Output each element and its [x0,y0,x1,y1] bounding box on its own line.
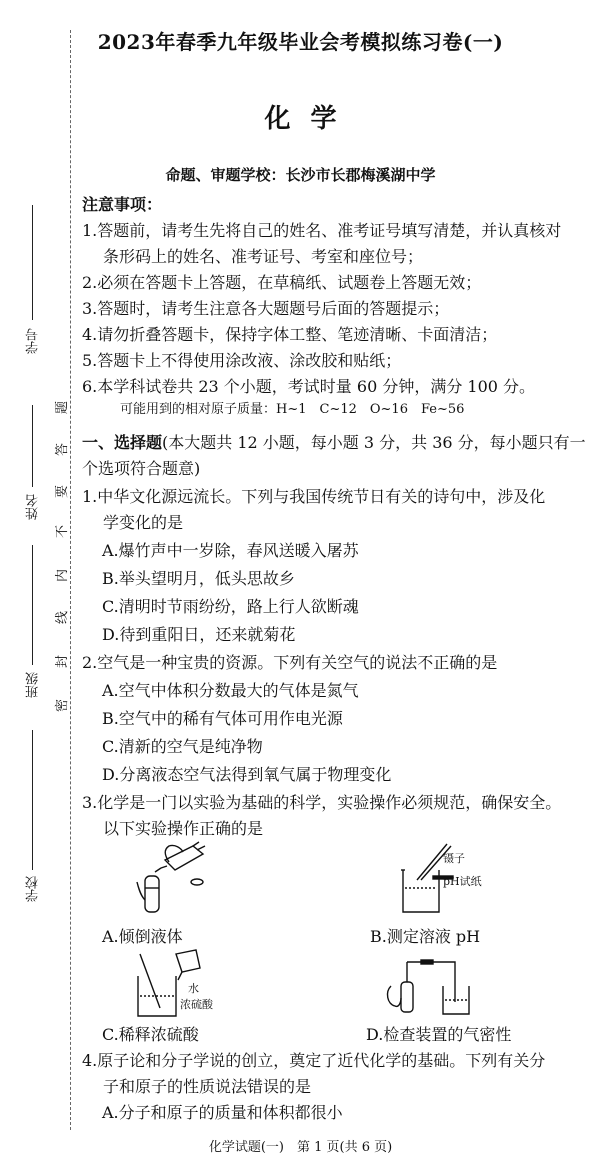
question-4-option-a: A.分子和原子的质量和体积都很小 [102,1103,343,1122]
seal-char: 封 [55,654,71,669]
question-3-stem-cont: 以下实验操作正确的是 [103,819,264,838]
note-line: 1.答题前，请考生先将自己的姓名、准考证号填写清楚，并认真核对 [82,221,562,240]
question-2-option-d: D.分离液态空气法得到氧气属于物理变化 [102,765,392,784]
figure-airtightness-check [385,952,485,1018]
seal-char: 内 [55,568,71,583]
seal-char: 要 [55,484,71,499]
section-title: 一、选择题 [82,433,163,452]
margin-label-name: 姓名 [26,494,41,520]
margin-label-student-id: 学号 [26,328,41,354]
seal-char: 题 [55,400,71,415]
question-1-option-c: C.清明时节雨纷纷，路上行人欲断魂 [102,597,359,616]
note-line: 条形码上的姓名、准考证号、考室和座位号； [103,247,424,266]
question-1-option-d: D.待到重阳日，还来就菊花 [102,625,296,644]
seal-char: 不 [55,524,71,539]
seal-char: 密 [55,698,71,713]
section-desc: (本大题共 12 小题，每小题 3 分，共 36 分，每小题只有一 [162,433,586,452]
question-3-stem: 3.化学是一门以实验为基础的科学，实验操作必须规范，确保安全。 [82,793,562,812]
school-blank[interactable] [32,730,33,870]
note-line: 2.必须在答题卡上答题，在草稿纸、试题卷上答题无效； [82,273,482,292]
question-4-stem-cont: 子和原子的性质说法错误的是 [103,1077,312,1096]
question-2-option-a: A.空气中体积分数最大的气体是氮气 [102,681,359,700]
note-line: 5.答题卡上不得使用涂改液、涂改胶和贴纸； [82,351,402,370]
notes-heading: 注意事项： [82,195,163,214]
name-blank[interactable] [32,405,33,487]
note-line: 4.请勿折叠答题卡，保持字体工整、笔迹清晰、卡面清洁； [82,325,498,344]
page-footer: 化学试题(一) 第 1 页(共 6 页) [208,1140,393,1155]
figure-c-water-label: 水 [188,982,199,995]
question-2-stem: 2.空气是一种宝贵的资源。下列有关空气的说法不正确的是 [82,653,498,672]
section-heading [82,430,586,453]
question-3-option-a: A.倾倒液体 [102,927,183,946]
question-4-stem: 4.原子论和分子学说的创立，奠定了近代化学的基础。下列有关分 [82,1051,546,1070]
exam-title: 2023年春季九年级毕业会考模拟练习卷(一) [97,30,504,54]
question-2-option-b: B.空气中的稀有气体可用作电光源 [102,709,343,728]
figure-b-paper-label: pH试纸 [443,875,482,888]
subject-title: 化学 [264,104,357,134]
question-3-option-b: B.测定溶液 pH [370,927,481,946]
class-blank[interactable] [32,545,33,665]
question-1-stem: 1.中华文化源远流长。下列与我国传统节日有关的诗句中，涉及化 [82,487,546,506]
setter-school-line: 命题、审题学校：长沙市长郡梅溪湖中学 [165,166,436,184]
atomic-mass-line: 可能用到的相对原子质量：H~1 C~12 O~16 Fe~56 [120,402,465,417]
note-line: 6.本学科试卷共 23 个小题，考试时量 60 分钟，满分 100 分。 [82,377,536,396]
figure-c-acid-label: 浓硫酸 [180,998,213,1011]
binding-dashed-line [70,30,71,1130]
question-3-option-c: C.稀释浓硫酸 [102,1025,199,1044]
seal-char: 答 [55,442,71,457]
margin-label-class: 班级 [26,672,41,698]
figure-b-tweezers-label: 镊子 [443,852,465,865]
question-1-option-b: B.举头望明月，低头思故乡 [102,569,295,588]
question-2-option-c: C.清新的空气是纯净物 [102,737,263,756]
question-1-option-a: A.爆竹声中一岁除，春风送暖入屠苏 [102,541,359,560]
question-1-stem-cont: 学变化的是 [103,513,184,532]
margin-label-school: 学校 [26,876,41,902]
student-id-blank[interactable] [32,205,33,320]
section-desc-cont: 个选项符合题意) [82,459,201,478]
seal-char: 线 [55,610,71,625]
question-3-option-d: D.检查装置的气密性 [366,1025,512,1044]
note-line: 3.答题时，请考生注意各大题题号后面的答题提示； [82,299,450,318]
figure-pouring-liquid [125,838,215,918]
